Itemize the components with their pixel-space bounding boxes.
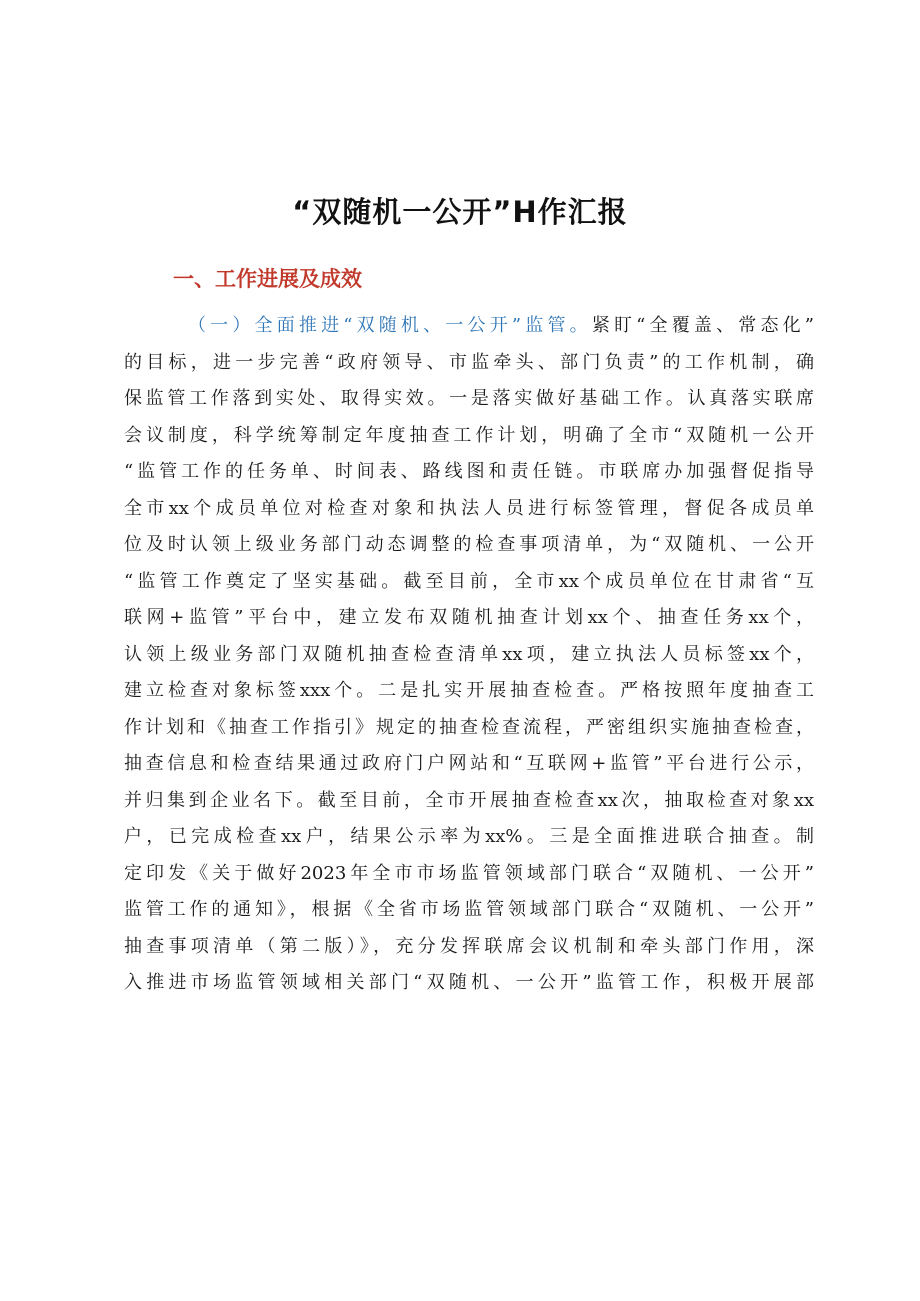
text-line: 定印发《关于做好2023年全市市场监管领域部门联合“双随机、一公开” <box>124 862 814 884</box>
text-line: 监管工作的通知》，根据《全省市场监管领域部门联合“双随机、一公开” <box>124 899 814 920</box>
text-line: 位及时认领上级业务部门动态调整的检查事项清单，为“双随机、一公开 <box>124 534 814 555</box>
subheading: （一）全面推进“双随机、一公开”监管。 <box>188 315 592 336</box>
text-line: 全市xx个成员单位对检查对象和执法人员进行标签管理，督促各成员单 <box>124 497 814 519</box>
document-title: “双随机一公开”H作汇报 <box>292 195 628 229</box>
text-line: 联网+监管”平台中，建立发布双随机抽查计划xx个、抽查任务xx个， <box>124 607 814 628</box>
text-line: 作计划和《抽查工作指引》规定的抽查检查流程，严密组织实施抽查检查， <box>124 716 814 738</box>
section-heading: 一、工作进展及成效 <box>173 267 362 291</box>
text-line: 抽查信息和检查结果通过政府门户网站和“互联网+监管”平台进行公示， <box>124 753 814 774</box>
first-line-rest: 紧盯“全覆盖、常态化” <box>591 315 815 336</box>
body-text <box>124 308 814 1002</box>
text-line: 的目标，进一步完善“政府领导、市监牵头、部门负责”的工作机制，确 <box>124 351 814 373</box>
text-line: 入推进市场监管领域相关部门“双随机、一公开”监管工作，积极开展部 <box>124 972 814 993</box>
text-line: 建立检查对象标签xxx个。二是扎实开展抽查检查。严格按照年度抽查工 <box>124 680 814 701</box>
text-line: 户，已完成检查xx户，结果公示率为xx%。三是全面推进联合抽查。制 <box>124 826 814 847</box>
text-line: 会议制度，科学统筹制定年度抽查工作计划，明确了全市“双随机一公开 <box>124 424 814 446</box>
text-line: “监管工作的任务单、时间表、路线图和责任链。市联席办加强督促指导 <box>124 461 814 482</box>
text-line: 抽查事项清单（第二版）》，充分发挥联席会议机制和牵头部门作用，深 <box>124 935 814 957</box>
text-line: “监管工作奠定了坚实基础。截至目前，全市xx个成员单位在甘肃省“互 <box>124 570 814 592</box>
text-line: 保监管工作落到实处、取得实效。一是落实做好基础工作。认真落实联席 <box>124 388 814 409</box>
text-line: 并归集到企业名下。截至目前，全市开展抽查检查xx次，抽取检查对象xx <box>124 789 814 811</box>
paragraph-first-line <box>124 308 814 345</box>
text-line: 认领上级业务部门双随机抽查检查清单xx项，建立执法人员标签xx个， <box>124 643 814 665</box>
